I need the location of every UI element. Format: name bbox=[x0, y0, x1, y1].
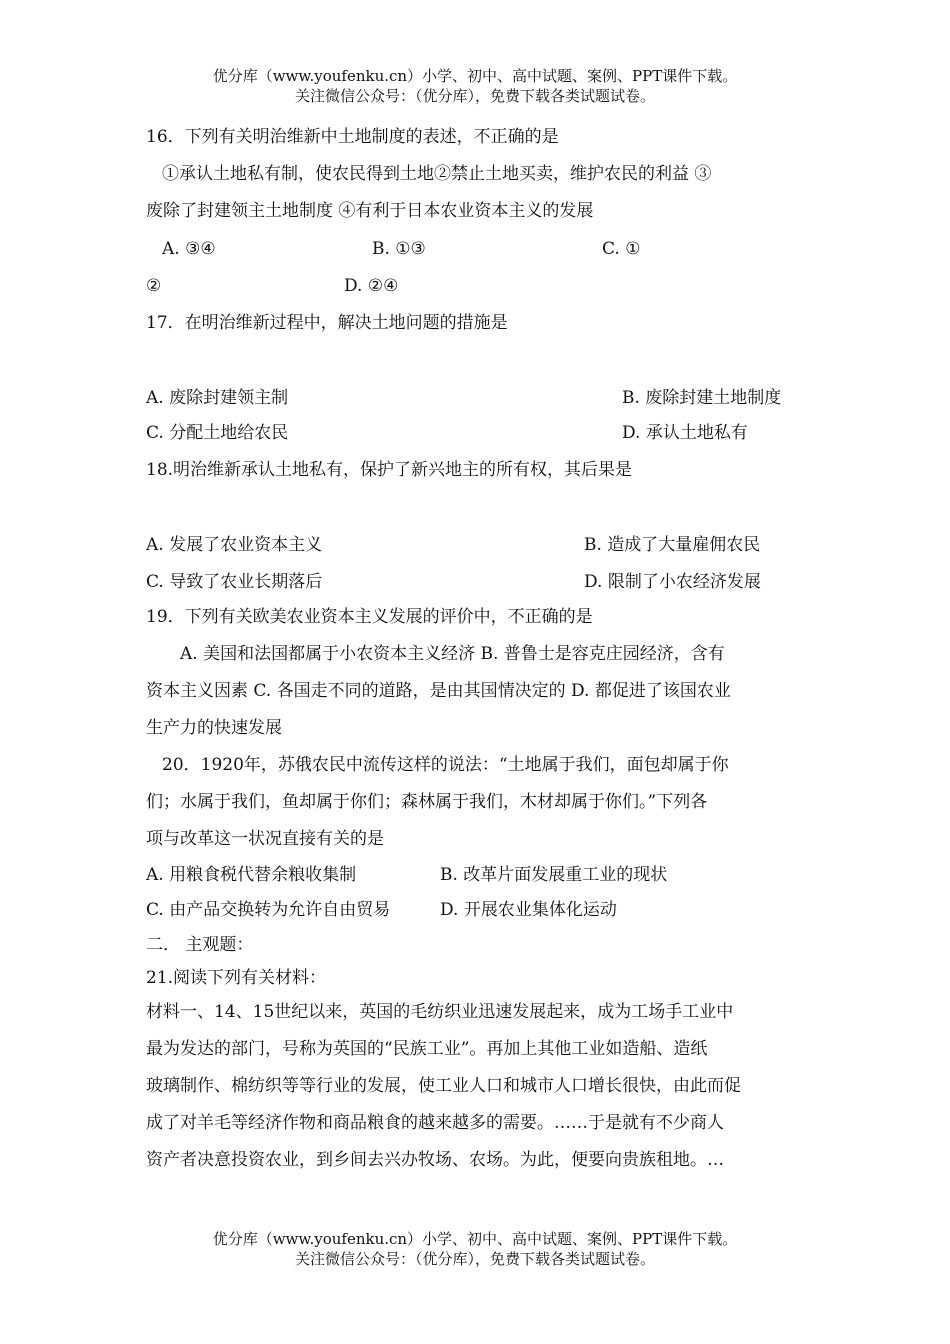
q20-option-d: D. 开展农业集体化运动 bbox=[440, 900, 617, 920]
q18-option-c: C. 导致了农业长期落后 bbox=[146, 572, 323, 592]
q19-line-1: A. 美国和法国都属于小农资本主义经济 B. 普鲁士是容克庄园经济，含有 bbox=[180, 644, 725, 664]
q21-material-line-2: 最为发达的部门，号称为英国的“民族工业”。再加上其他工业如造船、造纸 bbox=[146, 1039, 708, 1059]
q18-option-b: B. 造成了大量雇佣农民 bbox=[584, 535, 761, 555]
header-line-2: 关注微信公众号：（优分库），免费下载各类试题试卷。 bbox=[294, 87, 655, 105]
q18-stem: 18.明治维新承认土地私有，保护了新兴地主的所有权，其后果是 bbox=[146, 460, 633, 480]
q19-stem: 19．下列有关欧美农业资本主义发展的评价中，不正确的是 bbox=[146, 607, 593, 627]
q17-stem: 17．在明治维新过程中，解决土地问题的措施是 bbox=[146, 313, 508, 333]
q17-option-c: C. 分配土地给农民 bbox=[146, 423, 289, 443]
q20-line-3: 项与改革这一状况直接有关的是 bbox=[146, 829, 384, 849]
q21-material-line-3: 玻璃制作、棉纺织等等行业的发展，使工业人口和城市人口增长很快，由此而促 bbox=[146, 1076, 741, 1096]
q19-line-3: 生产力的快速发展 bbox=[146, 718, 282, 738]
q20-line-1: 20．1920年，苏俄农民中流传这样的说法：“土地属于我们，面包却属于你 bbox=[162, 755, 729, 775]
q20-option-b: B. 改革片面发展重工业的现状 bbox=[440, 865, 668, 885]
footer-line-1: 优分库（www.youfenku.cn）小学、初中、高中试题、案例、PPT课件下载。 bbox=[212, 1230, 738, 1248]
q16-option-b: B. ①③ bbox=[372, 239, 426, 259]
q21-material-line-1: 材料一、14、15世纪以来，英国的毛纺织业迅速发展起来，成为工场手工业中 bbox=[146, 1002, 734, 1022]
section-2-heading: 二． 主观题： bbox=[146, 935, 254, 955]
q18-option-a: A. 发展了农业资本主义 bbox=[146, 535, 323, 555]
footer-line-2: 关注微信公众号：（优分库），免费下载各类试题试卷。 bbox=[294, 1250, 655, 1268]
q16-option-a: A. ③④ bbox=[162, 239, 216, 259]
q20-line-2: 们；水属于我们，鱼却属于你们；森林属于我们，木材却属于你们。”下列各 bbox=[146, 792, 708, 812]
q16-option-d: D. ②④ bbox=[344, 276, 399, 296]
q19-line-2: 资本主义因素 C. 各国走不同的道路，是由其国情决定的 D. 都促进了该国农业 bbox=[146, 681, 731, 701]
q21-material-line-5: 资产者决意投资农业，到乡间去兴办牧场、农场。为此，便要向贵族租地。… bbox=[146, 1150, 724, 1170]
q17-option-b: B. 废除封建土地制度 bbox=[622, 388, 782, 408]
q21-material-line-4: 成了对羊毛等经济作物和商品粮食的越来越多的需要。……于是就有不少商人 bbox=[146, 1113, 724, 1133]
header-line-1: 优分库（www.youfenku.cn）小学、初中、高中试题、案例、PPT课件下载。 bbox=[212, 67, 738, 85]
q16-option-c-cont: ② bbox=[146, 276, 162, 296]
q16-option-c: C. ① bbox=[602, 239, 641, 259]
q16-stem: 16．下列有关明治维新中土地制度的表述，不正确的是 bbox=[146, 127, 559, 147]
q18-option-d: D. 限制了小农经济发展 bbox=[584, 572, 761, 592]
q21-stem: 21.阅读下列有关材料： bbox=[146, 968, 327, 988]
q16-line-2: 废除了封建领主土地制度 ④有利于日本农业资本主义的发展 bbox=[146, 201, 594, 221]
q20-option-c: C. 由产品交换转为允许自由贸易 bbox=[146, 900, 391, 920]
q16-line-1: ①承认土地私有制，使农民得到土地②禁止土地买卖，维护农民的利益 ③ bbox=[162, 164, 712, 184]
q20-option-a: A. 用粮食税代替余粮收集制 bbox=[146, 865, 357, 885]
q17-option-a: A. 废除封建领主制 bbox=[146, 388, 289, 408]
q17-option-d: D. 承认土地私有 bbox=[622, 423, 748, 443]
